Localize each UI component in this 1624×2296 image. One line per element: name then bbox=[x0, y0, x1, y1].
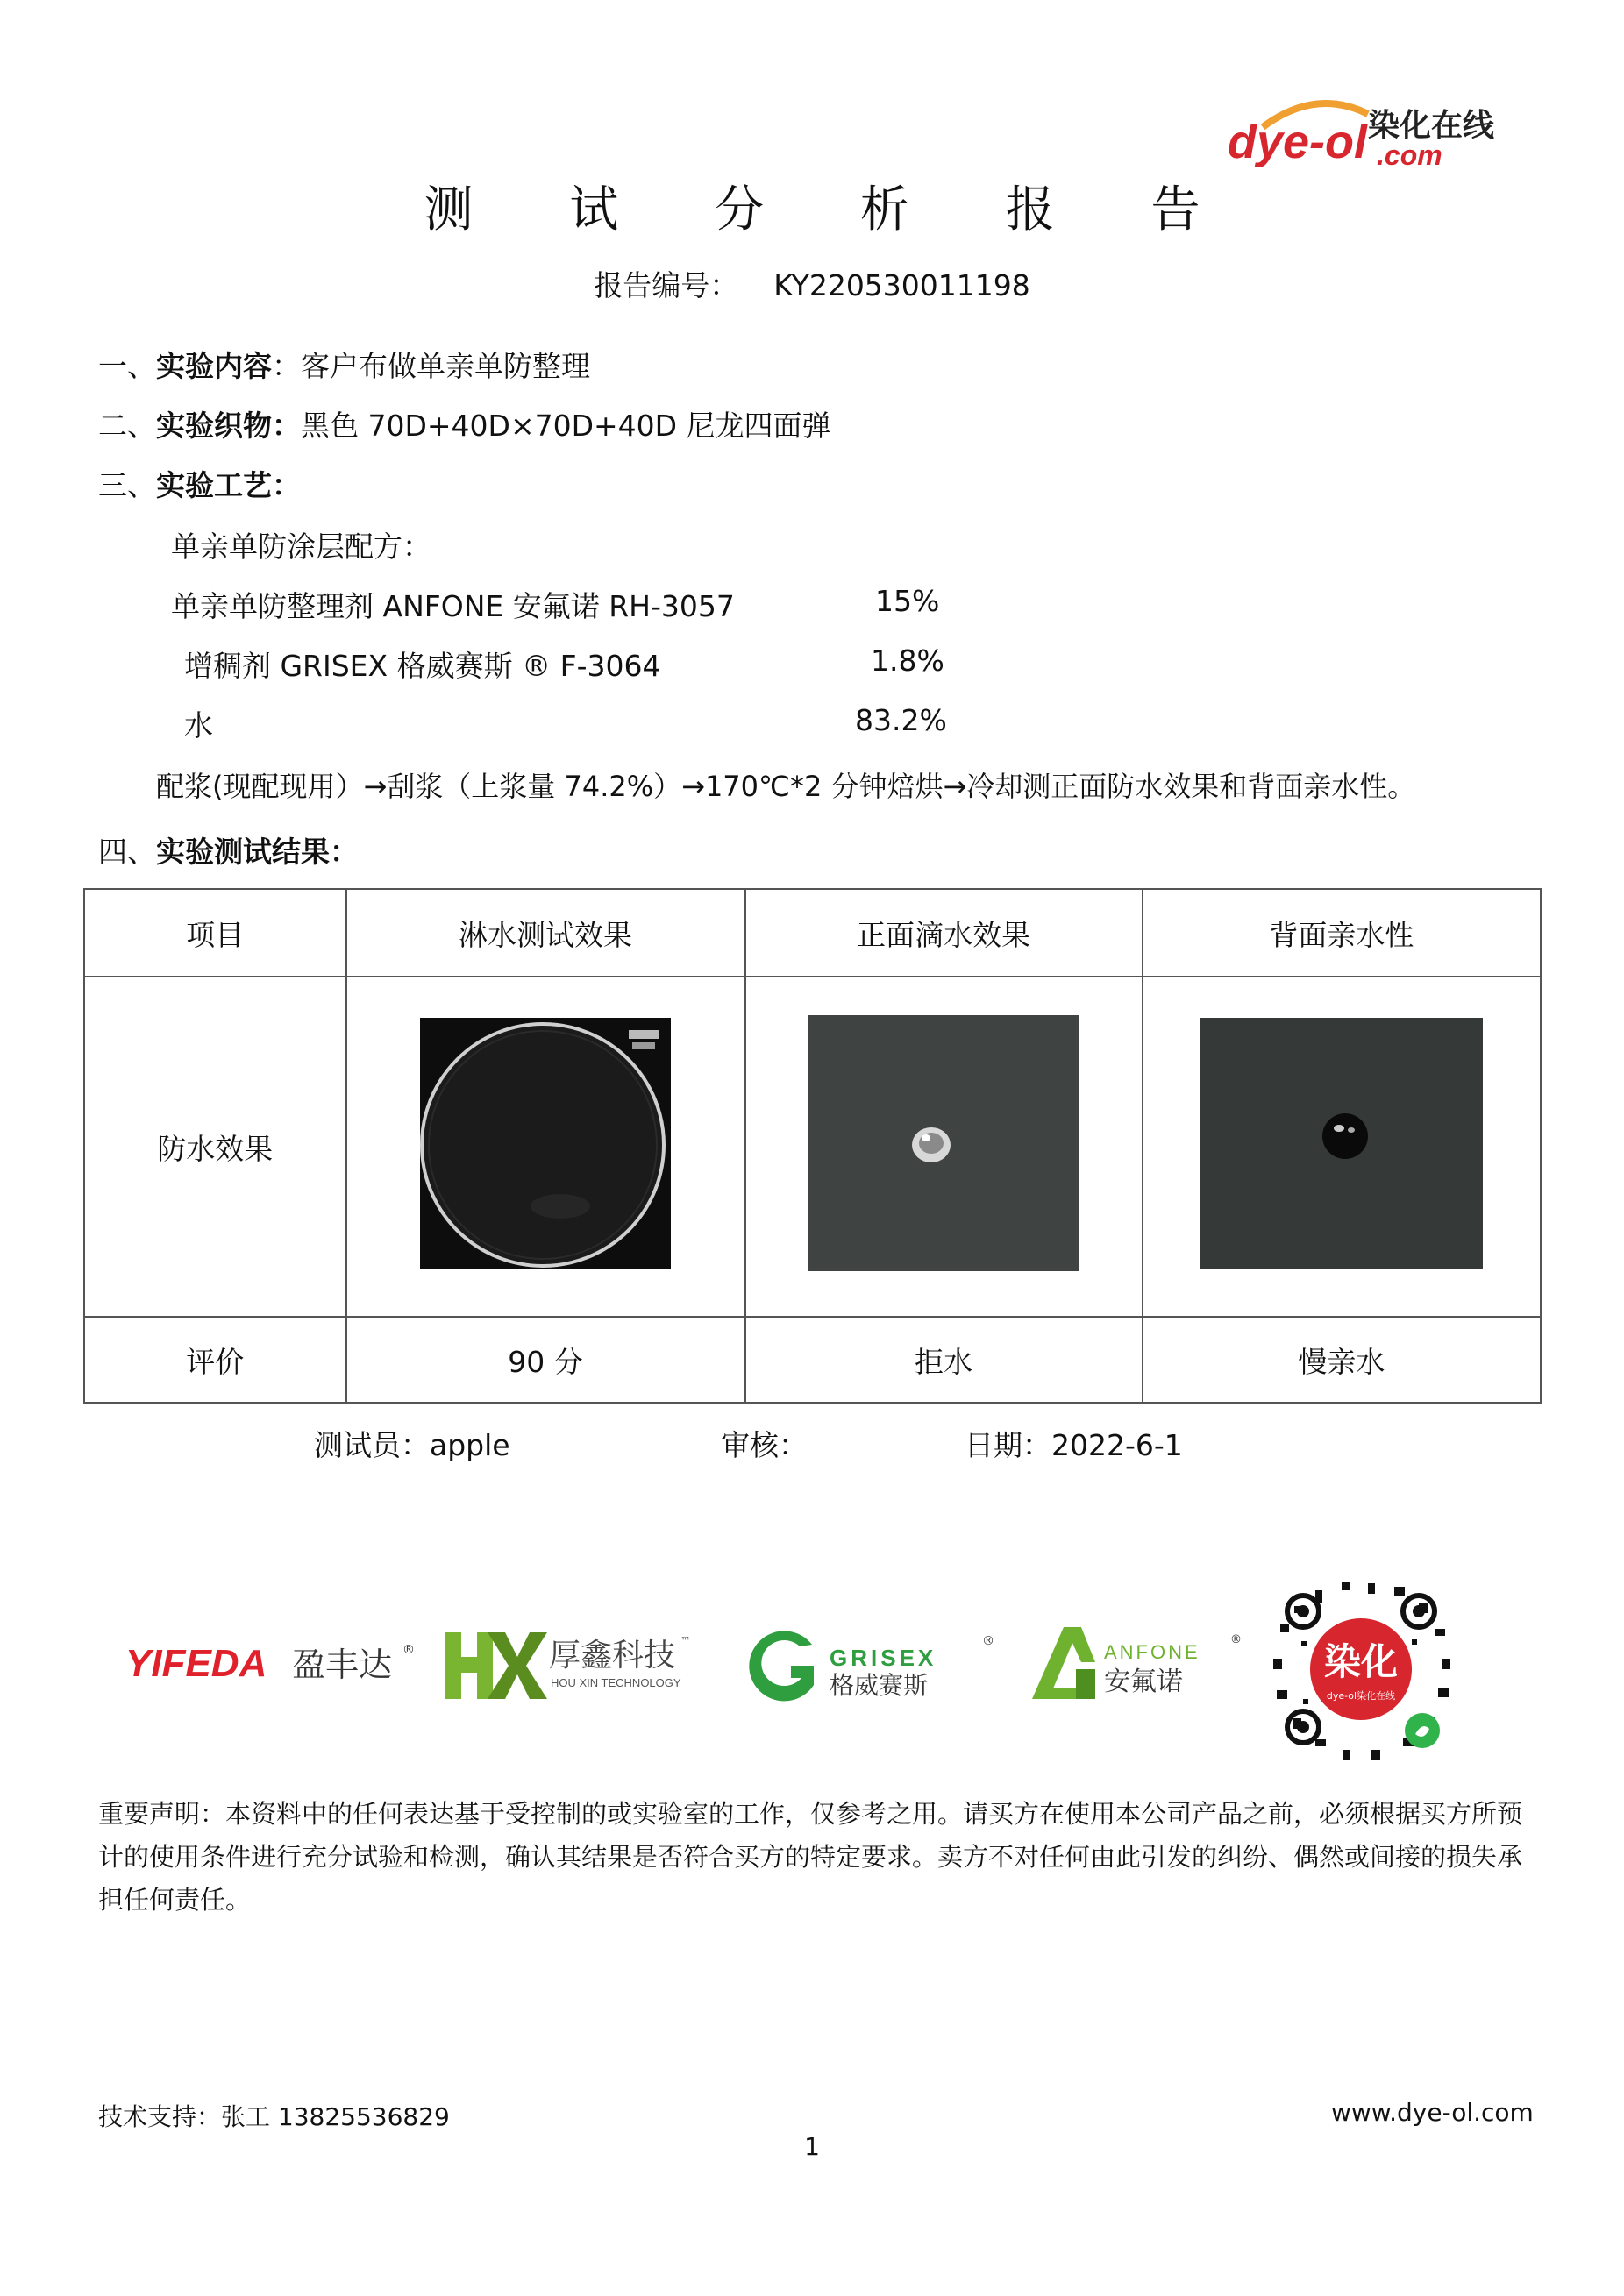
yifeda-logo bbox=[125, 1613, 424, 1710]
section-process bbox=[98, 463, 301, 504]
result-table bbox=[83, 888, 1542, 1404]
houxin-tm: ™ bbox=[680, 1635, 691, 1647]
table-cell: 90 分 bbox=[346, 1317, 745, 1403]
table-header-row bbox=[84, 889, 1541, 977]
dye-ol-logo bbox=[1228, 88, 1499, 184]
anfone-text-en: ANFONE bbox=[1104, 1641, 1200, 1663]
grisex-reg: ® bbox=[982, 1634, 994, 1648]
formula-item-name: 增稠剂 GRISEX 格威赛斯 ® F-3064 bbox=[184, 649, 661, 683]
houxin-text-cn: 厚鑫科技 bbox=[549, 1638, 676, 1674]
section-4-num: 四、 bbox=[98, 835, 156, 869]
table-row bbox=[84, 977, 1541, 1317]
disclaimer: 重要声明：本资料中的任何表达基于受控制的或实验室的工作，仅参考之用。请买方在使用本公司产品之前，必须根据买方所预计的使用条件进行充分试验和检测，确认其结果是否符合买方的特定要求。卖方不对任何由此引发的纠纷、偶然或间接的损失承担任何责任。 bbox=[98, 1799, 1523, 1915]
table-header: 淋水测试效果 bbox=[346, 889, 745, 977]
yifeda-text-en: YIFEDA bbox=[125, 1642, 267, 1685]
formula-item-value: 15% bbox=[875, 584, 940, 618]
page-number: 1 bbox=[804, 2132, 820, 2161]
anfone-reg: ® bbox=[1230, 1633, 1242, 1646]
section-1-num: 一、 bbox=[98, 349, 156, 383]
formula-item-value: 1.8% bbox=[871, 643, 944, 678]
logo-text-en: dye-ol bbox=[1228, 116, 1368, 168]
formula-item-name: 单亲单防整理剂 ANFONE 安氟诺 RH-3057 bbox=[171, 589, 735, 623]
page-title: 测 试 分 析 报 告 bbox=[424, 181, 1241, 238]
tester bbox=[314, 1423, 510, 1464]
section-3-num: 三、 bbox=[98, 468, 156, 502]
table-cell: 慢亲水 bbox=[1143, 1317, 1541, 1403]
qr-center-subtext: dye-ol染化在线 bbox=[1326, 1690, 1396, 1702]
back-hydrophilic-photo bbox=[1200, 1018, 1483, 1269]
section-2-num: 二、 bbox=[98, 409, 156, 443]
section-2-value: 黑色 70D+40D×70D+40D 尼龙四面弹 bbox=[301, 409, 831, 443]
tester-name: apple bbox=[430, 1428, 510, 1462]
row-label: 防水效果 bbox=[84, 977, 346, 1317]
tech-support: 技术支持：张工 13825536829 bbox=[98, 2102, 450, 2131]
yifeda-text-cn: 盈丰达 bbox=[292, 1646, 393, 1684]
reviewer-label: 审核： bbox=[721, 1428, 808, 1462]
section-4-label: 实验测试结果： bbox=[156, 835, 359, 869]
section-1-label: 实验内容 bbox=[156, 349, 272, 383]
front-drop-cell bbox=[745, 977, 1143, 1317]
yifeda-reg: ® bbox=[402, 1643, 415, 1657]
date-label: 日期： bbox=[965, 1428, 1051, 1462]
dye-ol-logo-mark bbox=[1228, 88, 1499, 184]
website-link[interactable]: www.dye-ol.com bbox=[1331, 2098, 1534, 2127]
houxin-logo bbox=[444, 1613, 707, 1710]
section-3-label: 实验工艺： bbox=[156, 468, 301, 502]
grisex-logo bbox=[744, 1613, 1007, 1710]
formula-item-name: 水 bbox=[184, 708, 213, 743]
table-cell: 拒水 bbox=[745, 1317, 1143, 1403]
table-header: 正面滴水效果 bbox=[745, 889, 1143, 977]
table-header: 背面亲水性 bbox=[1143, 889, 1541, 977]
mini-program-qr-code[interactable] bbox=[1263, 1571, 1459, 1767]
anfone-logo bbox=[1030, 1613, 1250, 1710]
date bbox=[965, 1423, 1183, 1464]
formula-title: 单亲单防涂层配方： bbox=[171, 530, 431, 564]
grisex-text-cn: 格威赛斯 bbox=[830, 1671, 929, 1700]
section-results bbox=[98, 829, 359, 871]
front-drop-photo bbox=[808, 1015, 1079, 1271]
logo-text-cn: 染化在线 bbox=[1368, 108, 1495, 144]
section-2-label: 实验织物： bbox=[156, 409, 301, 443]
back-hydrophilic-cell bbox=[1143, 977, 1541, 1317]
report-number-value: KY220530011198 bbox=[773, 268, 1030, 302]
grisex-text-en: GRISEX bbox=[830, 1645, 937, 1671]
table-header: 项目 bbox=[84, 889, 346, 977]
report-number-label: 报告编号： bbox=[594, 268, 739, 302]
anfone-text-cn: 安氟诺 bbox=[1104, 1667, 1183, 1697]
table-row bbox=[84, 1317, 1541, 1403]
section-fabric bbox=[98, 403, 831, 444]
spray-test-cell bbox=[346, 977, 745, 1317]
formula-item-value: 83.2% bbox=[855, 703, 947, 737]
row-label: 评价 bbox=[84, 1317, 346, 1403]
qr-center-text: 染化 bbox=[1323, 1640, 1399, 1683]
spray-test-photo bbox=[420, 1018, 671, 1269]
houxin-text-en: HOU XIN TECHNOLOGY bbox=[551, 1676, 681, 1689]
process-flow: 配浆(现配现用）→刮浆（上浆量 74.2%）→170℃*2 分钟焙烘→冷却测正面防水效果和背面亲水性。 bbox=[156, 770, 1416, 803]
section-1-value: ：客户布做单亲单防整理 bbox=[272, 349, 590, 383]
tester-label: 测试员： bbox=[314, 1428, 430, 1462]
report-number bbox=[0, 263, 1624, 304]
logo-text-domain: .com bbox=[1377, 139, 1442, 171]
date-value: 2022-6-1 bbox=[1051, 1428, 1183, 1462]
section-content bbox=[98, 344, 590, 385]
